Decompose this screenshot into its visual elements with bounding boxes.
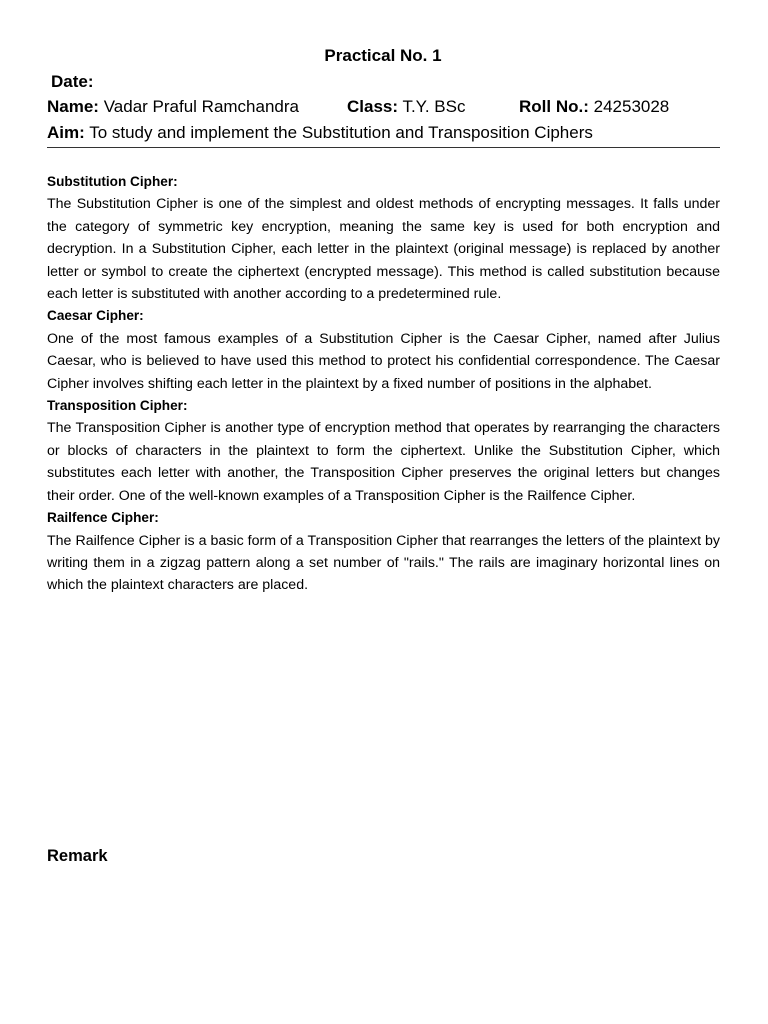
section-heading: Caesar Cipher:: [47, 308, 144, 324]
section-heading: Transposition Cipher:: [47, 398, 188, 414]
student-info-line: [47, 95, 727, 119]
date-label: Date:: [51, 72, 94, 91]
section-paragraph: The Substitution Cipher is one of the simplest and oldest methods of encrypting messages. It falls under the category of symmetric key encryption, meaning the same key is used for both encryption and decryption. In a Substitution Cipher, each letter in the plaintext (original message) is replaced by another letter or symbol to create the ciphertext (encrypted message). This method is called substitution because each letter is substituted with another according to a predetermined rule.: [47, 196, 720, 303]
name-label: Name:: [47, 97, 99, 116]
section-caesar-cipher: [47, 305, 720, 395]
section-paragraph: The Railfence Cipher is a basic form of a Transposition Cipher that rearranges the letters of the plaintext by writing them in a zigzag pattern along a set number of "rails." The rails are imaginary horizontal lines on which the plaintext characters are placed.: [47, 532, 720, 594]
section-railfence-cipher: [47, 507, 720, 597]
document-body: [47, 171, 720, 597]
date-line: [51, 70, 94, 94]
header-divider: [47, 147, 720, 148]
class-label: Class:: [347, 97, 399, 116]
aim-line: [47, 121, 593, 145]
roll-label: Roll No.:: [519, 97, 589, 116]
section-substitution-cipher: [47, 171, 720, 305]
name-value: Vadar Praful Ramchandra: [103, 97, 299, 116]
aim-value: To study and implement the Substitution and Transposition Ciphers: [89, 123, 593, 142]
class-value: T.Y. BSc: [402, 97, 466, 116]
practical-title: Practical No. 1: [324, 46, 442, 65]
section-transposition-cipher: [47, 395, 720, 507]
section-heading: Railfence Cipher:: [47, 510, 159, 526]
section-paragraph: One of the most famous examples of a Substitution Cipher is the Caesar Cipher, named after Julius Caesar, who is believed to have used this method to protect his confidential correspondence. The Caesar Cipher involves shifting each letter in the plaintext by a fixed number of positions in the alphabet.: [47, 330, 720, 392]
section-paragraph: The Transposition Cipher is another type of encryption method that operates by rearranging the characters or blocks of characters in the plaintext to form the ciphertext. Unlike the Substitution Cipher, which substitutes each letter with another, the Transposition Cipher preserves the original letters but changes their order. One of the well-known examples of a Transposition Cipher is the Railfence Cipher.: [47, 420, 720, 504]
name-field: [47, 95, 299, 119]
section-heading: Substitution Cipher:: [47, 174, 178, 189]
roll-value: 24253028: [593, 97, 670, 116]
remark-label: Remark: [47, 847, 108, 865]
class-field: [347, 95, 465, 119]
roll-field: [519, 95, 669, 119]
aim-label: Aim:: [47, 123, 85, 142]
